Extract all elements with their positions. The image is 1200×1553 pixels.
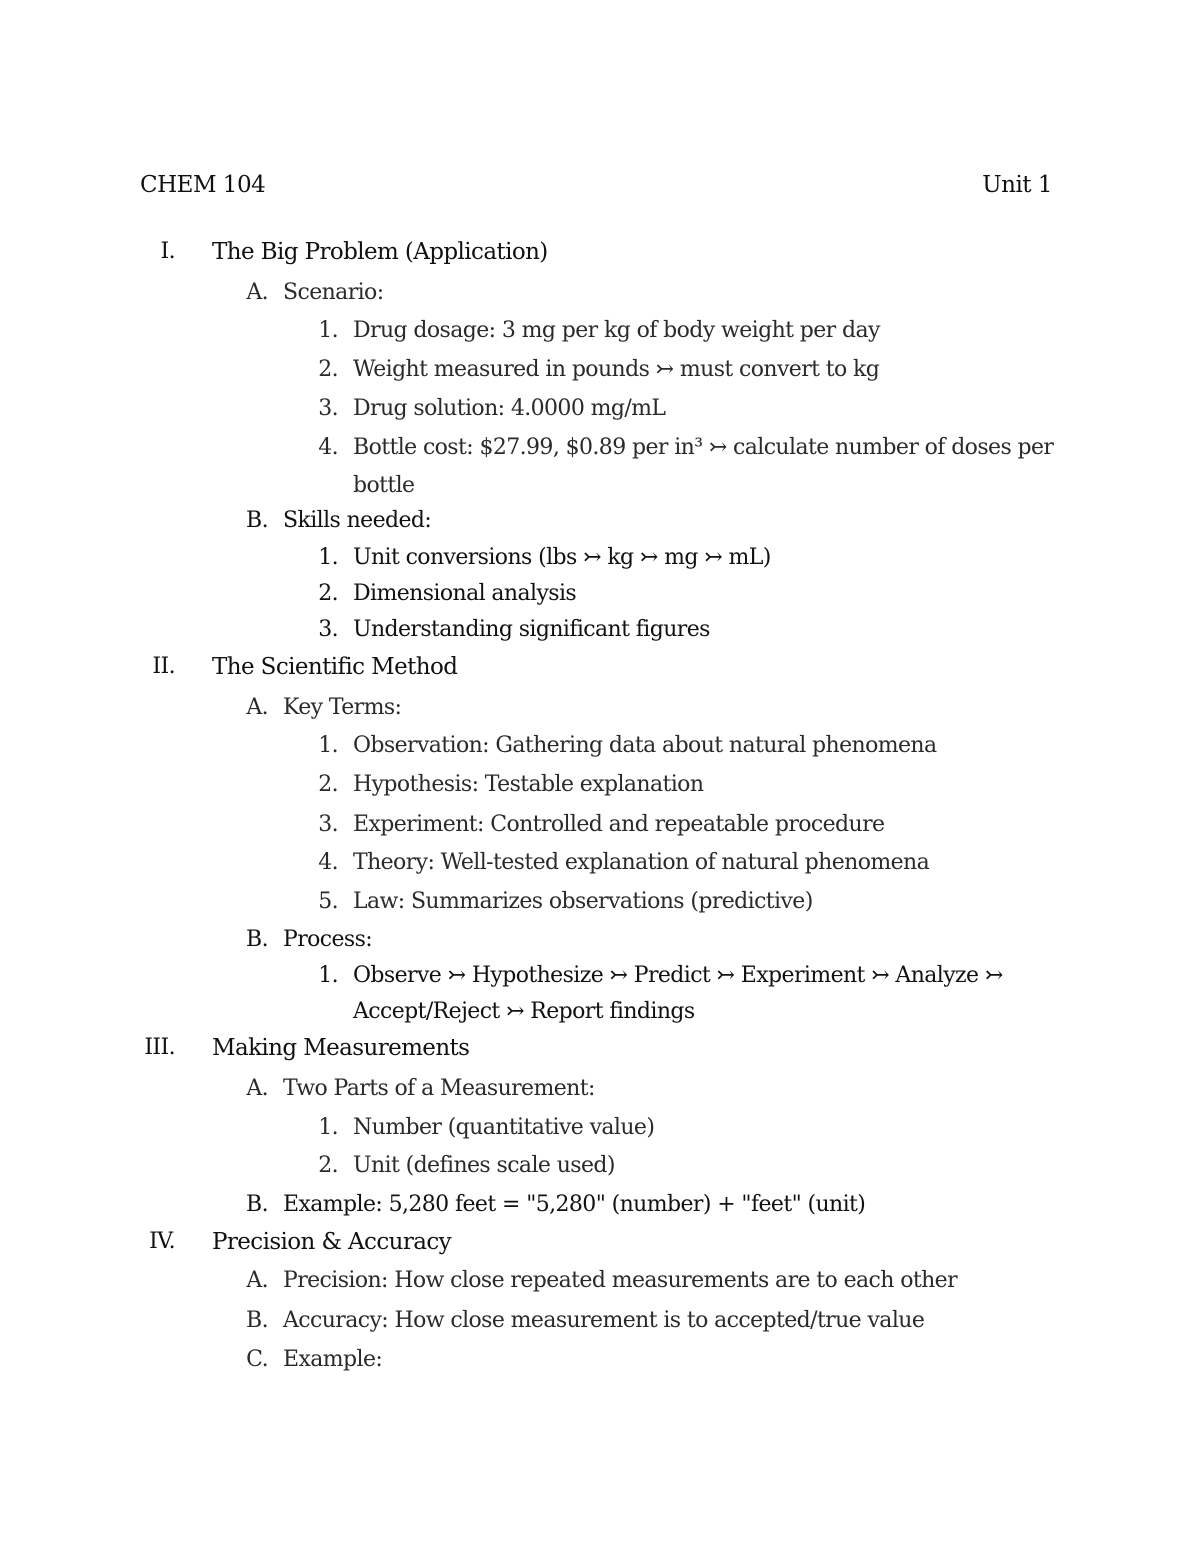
- unit-label: Unit 1: [982, 172, 1052, 198]
- item-text: Number (quantitative value): [353, 1115, 655, 1140]
- subsection-marker: A.: [246, 1076, 268, 1101]
- item-marker: 1.: [318, 545, 338, 570]
- section-marker: IV.: [149, 1229, 175, 1254]
- subsection-marker: B.: [246, 1308, 268, 1333]
- item-text: Drug solution: 4.0000 mg/mL: [353, 396, 666, 421]
- item-text: Dimensional analysis: [353, 581, 577, 606]
- item-text: Unit (defines scale used): [353, 1153, 615, 1178]
- subsection-label: Scenario:: [283, 280, 384, 305]
- item-marker: 3.: [318, 617, 338, 642]
- item-text: Theory: Well-tested explanation of natural phenomena: [353, 850, 930, 875]
- item-text: Law: Summarizes observations (predictive): [353, 889, 813, 914]
- subsection-marker: A.: [246, 695, 268, 720]
- section-marker: II.: [152, 654, 175, 679]
- item-text: bottle: [353, 473, 415, 498]
- item-marker: 1.: [318, 733, 338, 758]
- subsection-label: Process:: [283, 927, 373, 952]
- subsection-marker: A.: [246, 1268, 268, 1293]
- course-title: CHEM 104: [140, 172, 266, 198]
- section-marker: I.: [160, 239, 175, 264]
- item-marker: 2.: [318, 772, 338, 797]
- subsection-label: Precision: How close repeated measurements are to each other: [283, 1268, 957, 1293]
- subsection-marker: B.: [246, 1192, 268, 1217]
- section-title: The Scientific Method: [212, 654, 458, 680]
- subsection-label: Example: 5,280 feet = "5,280" (number) + "feet" (unit): [283, 1192, 866, 1217]
- item-marker: 2.: [318, 581, 338, 606]
- item-text: Weight measured in pounds ↣ must convert to kg: [353, 357, 880, 382]
- item-marker: 3.: [318, 396, 338, 421]
- item-text: Hypothesis: Testable explanation: [353, 772, 704, 797]
- subsection-label: Key Terms:: [283, 695, 402, 720]
- item-marker: 2.: [318, 1153, 338, 1178]
- item-marker: 1.: [318, 1115, 338, 1140]
- section-title: Making Measurements: [212, 1035, 470, 1061]
- subsection-marker: B.: [246, 927, 268, 952]
- item-marker: 5.: [318, 889, 338, 914]
- item-marker: 1.: [318, 318, 338, 343]
- item-marker: 4.: [318, 435, 338, 460]
- item-text: Unit conversions (lbs ↣ kg ↣ mg ↣ mL): [353, 545, 771, 570]
- item-text: Observation: Gathering data about natural phenomena: [353, 733, 937, 758]
- item-marker: 3.: [318, 812, 338, 837]
- section-title: The Big Problem (Application): [212, 239, 548, 265]
- subsection-marker: B.: [246, 508, 268, 533]
- item-marker: 1.: [318, 963, 338, 988]
- subsection-marker: C.: [246, 1347, 268, 1372]
- subsection-label: Skills needed:: [283, 508, 432, 533]
- item-text: Observe ↣ Hypothesize ↣ Predict ↣ Experiment ↣ Analyze ↣: [353, 963, 1003, 988]
- subsection-marker: A.: [246, 280, 268, 305]
- subsection-label: Accuracy: How close measurement is to accepted/true value: [283, 1308, 925, 1333]
- item-text: Drug dosage: 3 mg per kg of body weight per day: [353, 318, 880, 343]
- section-title: Precision & Accuracy: [212, 1229, 452, 1255]
- subsection-label: Two Parts of a Measurement:: [283, 1076, 595, 1101]
- item-marker: 4.: [318, 850, 338, 875]
- section-marker: III.: [144, 1035, 175, 1060]
- item-text: Experiment: Controlled and repeatable procedure: [353, 812, 885, 837]
- item-marker: 2.: [318, 357, 338, 382]
- subsection-label: Example:: [283, 1347, 383, 1372]
- item-text: Understanding significant figures: [353, 617, 710, 642]
- item-text: Accept/Reject ↣ Report findings: [353, 999, 695, 1024]
- item-text: Bottle cost: $27.99, $0.89 per in³ ↣ calculate number of doses per: [353, 435, 1054, 460]
